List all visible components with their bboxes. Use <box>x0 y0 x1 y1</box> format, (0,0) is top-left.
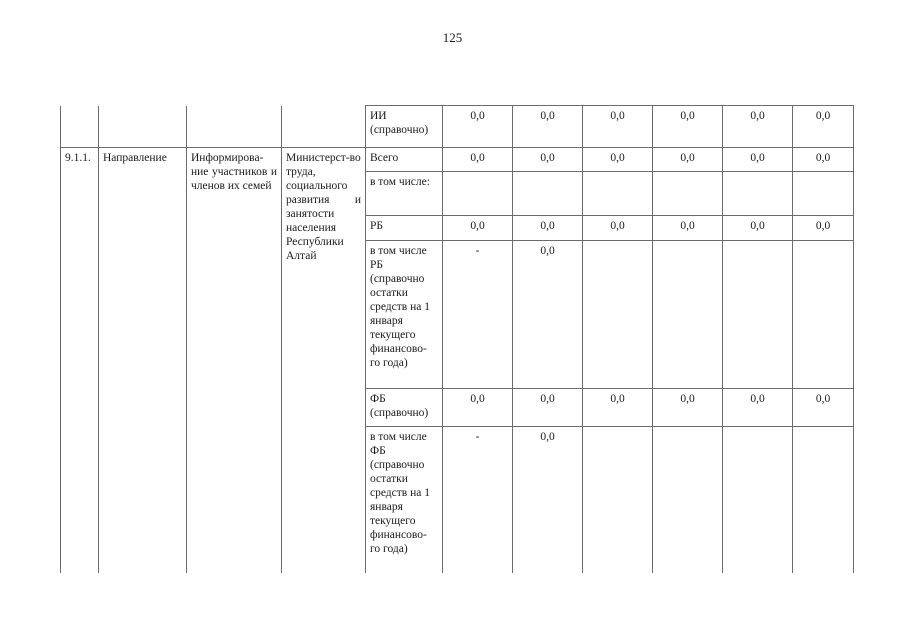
value-cell <box>443 172 513 216</box>
source-label: Всего <box>366 148 443 172</box>
value-cell: 0,0 <box>583 148 653 172</box>
value-cell: 0,0 <box>583 216 653 241</box>
empty-cell <box>187 106 282 148</box>
value-cell <box>513 172 583 216</box>
value-cell <box>583 427 653 573</box>
value-cell: 0,0 <box>653 106 723 148</box>
value-cell: 0,0 <box>513 389 583 427</box>
value-cell <box>583 241 653 389</box>
value-cell <box>653 427 723 573</box>
value-cell: 0,0 <box>723 216 793 241</box>
value-cell: 0,0 <box>653 148 723 172</box>
value-cell: 0,0 <box>793 216 854 241</box>
source-label: ИИ (справочно) <box>366 106 443 148</box>
value-cell: 0,0 <box>513 241 583 389</box>
value-cell: - <box>443 427 513 573</box>
source-label: в том числе ФБ (справочно остатки средств на 1 января текущего финансово- го года) <box>366 427 443 573</box>
empty-cell <box>61 106 99 148</box>
executor-name: Министерст-во труда, социального развития и занятости населения Республики Алтай <box>282 148 366 573</box>
value-cell: 0,0 <box>513 106 583 148</box>
value-cell: - <box>443 241 513 389</box>
table-row <box>61 106 854 148</box>
value-cell: 0,0 <box>653 216 723 241</box>
value-cell: 0,0 <box>723 389 793 427</box>
empty-cell <box>282 106 366 148</box>
source-label: ФБ (справочно) <box>366 389 443 427</box>
value-cell: 0,0 <box>723 106 793 148</box>
source-label: в том числе: <box>366 172 443 216</box>
value-cell: 0,0 <box>513 148 583 172</box>
value-cell: 0,0 <box>443 148 513 172</box>
value-cell: 0,0 <box>583 106 653 148</box>
table-row <box>61 148 854 172</box>
value-cell <box>723 172 793 216</box>
value-cell: 0,0 <box>513 427 583 573</box>
value-cell: 0,0 <box>793 389 854 427</box>
value-cell <box>653 172 723 216</box>
value-cell <box>583 172 653 216</box>
page-number: 125 <box>442 30 463 45</box>
item-number: 9.1.1. <box>61 148 99 573</box>
value-cell: 0,0 <box>793 106 854 148</box>
value-cell <box>793 172 854 216</box>
value-cell <box>793 241 854 389</box>
event-name: Направление <box>99 148 187 573</box>
value-cell: 0,0 <box>723 148 793 172</box>
source-label: в том числе РБ (справочно остатки средств на 1 января текущего финансово- го года) <box>366 241 443 389</box>
source-label: РБ <box>366 216 443 241</box>
empty-cell <box>99 106 187 148</box>
value-cell <box>723 241 793 389</box>
value-cell <box>793 427 854 573</box>
budget-table <box>60 105 854 573</box>
value-cell <box>653 241 723 389</box>
value-cell: 0,0 <box>793 148 854 172</box>
value-cell: 0,0 <box>653 389 723 427</box>
value-cell: 0,0 <box>513 216 583 241</box>
value-cell: 0,0 <box>443 216 513 241</box>
value-cell <box>723 427 793 573</box>
event-description: Информирова-ние участников и членов их семей <box>187 148 282 573</box>
value-cell: 0,0 <box>583 389 653 427</box>
value-cell: 0,0 <box>443 106 513 148</box>
value-cell: 0,0 <box>443 389 513 427</box>
